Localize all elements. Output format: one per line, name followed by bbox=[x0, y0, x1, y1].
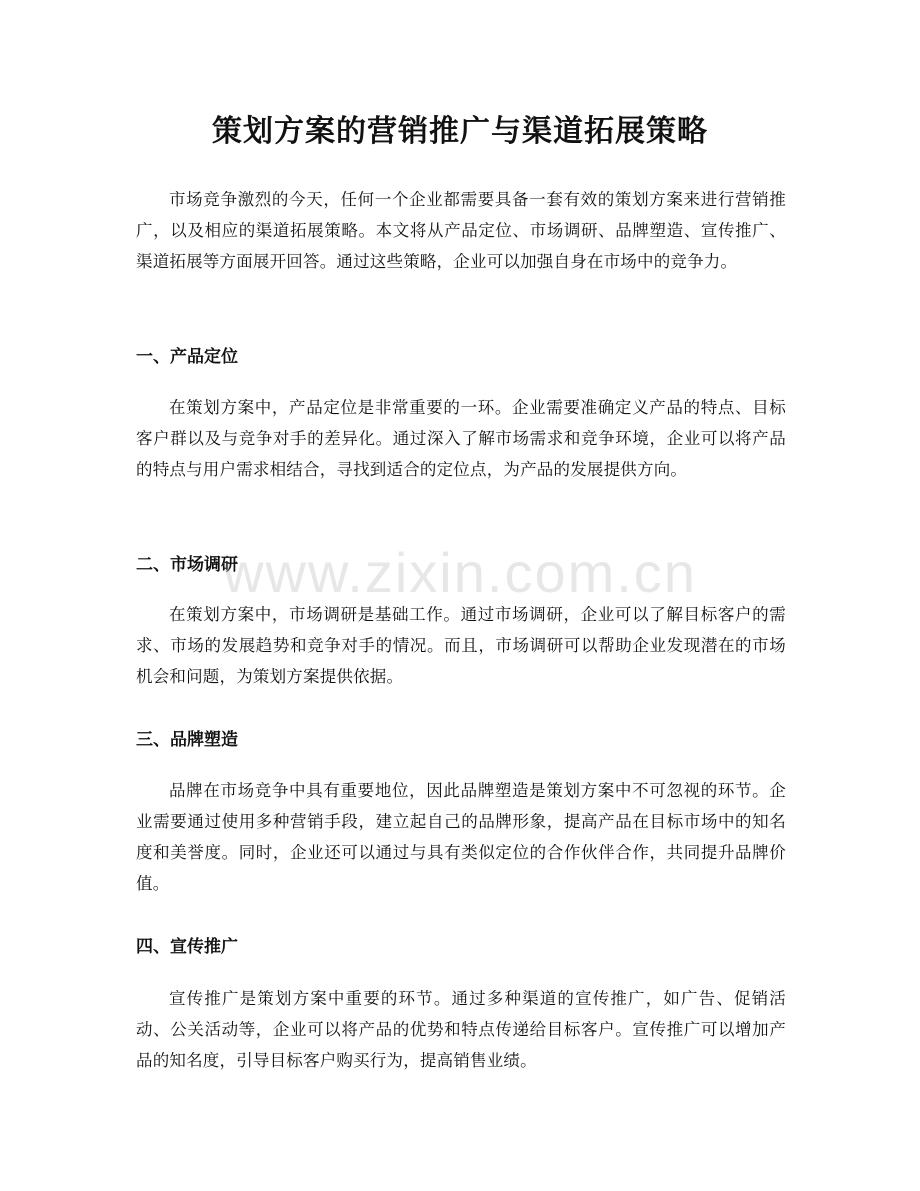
section-body-brand-building: 品牌在市场竞争中具有重要地位，因此品牌塑造是策划方案中不可忽视的环节。企业需要通过使用多种营销手段，建立起自己的品牌形象，提高产品在目标市场中的知名度和美誉度。同时，企业还可以通过与具有类似定位的合作伙伴合作，共同提升品牌价值。 bbox=[136, 781, 786, 893]
page-title: 策划方案的营销推广与渠道拓展策略 bbox=[212, 114, 708, 149]
section-body-promotion: 宣传推广是策划方案中重要的环节。通过多种渠道的宣传推广，如广告、促销活动、公关活动等，企业可以将产品的优势和特点传递给目标客户。宣传推广可以增加产品的知名度，引导目标客户购买行为，提高销售业绩。 bbox=[136, 989, 786, 1070]
section-heading-brand-building: 三、品牌塑造 bbox=[136, 730, 238, 750]
section-heading-market-research: 二、市场调研 bbox=[136, 555, 238, 575]
section-heading-product-positioning: 一、产品定位 bbox=[136, 347, 238, 367]
watermark: www.zixin.com.cn bbox=[223, 541, 697, 604]
section-body-product-positioning: 在策划方案中，产品定位是非常重要的一环。企业需要准确定义产品的特点、目标客户群以及与竞争对手的差异化。通过深入了解市场需求和竞争环境，企业可以将产品的特点与用户需求相结合，寻找到适合的定位点，为产品的发展提供方向。 bbox=[136, 398, 786, 479]
intro-paragraph: 市场竞争激烈的今天，任何一个企业都需要具备一套有效的策划方案来进行营销推广，以及相应的渠道拓展策略。本文将从产品定位、市场调研、品牌塑造、宣传推广、渠道拓展等方面展开回答。通过这些策略，企业可以加强自身在市场中的竞争力。 bbox=[136, 190, 786, 271]
section-heading-promotion: 四、宣传推广 bbox=[136, 937, 238, 957]
section-body-market-research: 在策划方案中，市场调研是基础工作。通过市场调研，企业可以了解目标客户的需求、市场的发展趋势和竞争对手的情况。而且，市场调研可以帮助企业发现潜在的市场机会和问题，为策划方案提供依据。 bbox=[136, 605, 786, 686]
